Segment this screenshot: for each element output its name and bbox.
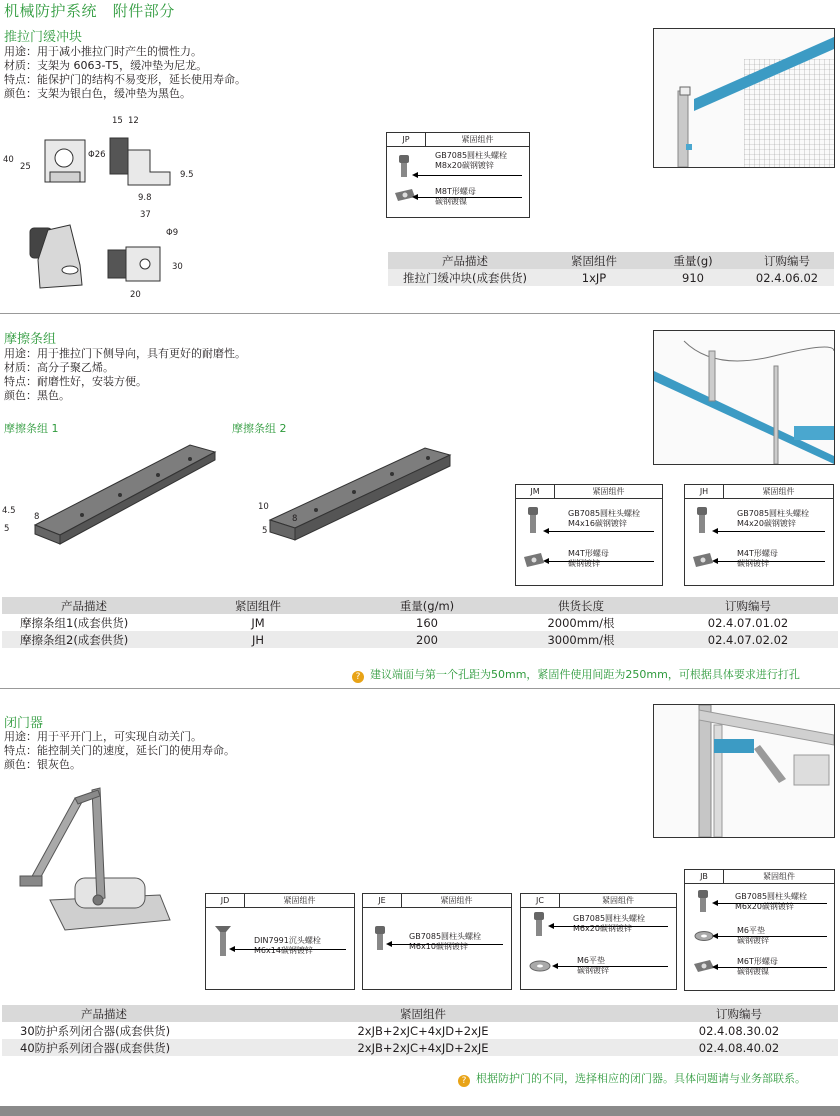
info-icon: ? [458,1075,470,1087]
desc-line: 特点：能保护门的结构不易变形，延长使用寿命。 [4,73,246,86]
dim-label: 12 [128,116,139,126]
section2-description [4,347,246,403]
table-cell: 160 [416,615,438,630]
info-icon: ? [352,671,364,683]
arrow-icon [234,949,346,950]
dim-label: 8 [292,514,298,524]
desc-line: 材质：高分子聚乙烯。 [4,361,114,374]
desc-line: 特点：能控制关门的速度，延长门的使用寿命。 [4,744,235,757]
table-header: 产品描述 [2,1005,206,1022]
fastener-item-name: GB7085圆柱头螺栓 [568,509,641,518]
fastener-item-name: M4T形螺母 [568,549,609,558]
fastener-item-spec: 碳钢镀镍 [435,197,467,206]
dim-label: 30 [172,262,183,272]
fastener-box-jp [386,132,530,218]
table-cell: 摩擦条组1(成套供货) [20,615,129,630]
desc-line: 用途：用于减小推拉门时产生的惯性力。 [4,45,202,58]
fastener-item-name: GB7085圆柱头螺栓 [573,914,646,923]
fastener-code: JM [516,485,555,498]
fastener-item-spec: 碳钢镀锌 [577,966,609,975]
table-cell: 2000mm/根 [547,615,615,630]
dim-label: 10 [258,502,269,512]
fastener-code: JC [521,894,560,907]
table-cell: 推拉门缓冲块(成套供货) [388,269,542,286]
table-row [2,614,838,631]
fastener-box-je [362,893,512,990]
fastener-header: 紧固组件 [763,872,795,881]
friction-spec-table [2,597,838,648]
door-closer-spec-table [2,1005,838,1056]
fastener-item-name: GB7085圆柱头螺栓 [435,151,508,160]
door-closer-drawing [10,780,180,950]
desc-line: 颜色：银灰色。 [4,758,81,771]
table-row [2,1039,838,1056]
friction-strip-2-label: 摩擦条组 2 [232,422,287,435]
table-header: 重量(g) [646,252,740,269]
buffer-spec-table [388,252,834,286]
section-title-friction: 摩擦条组 [4,332,57,347]
fastener-box-jc [520,893,677,990]
fastener-item-name: DIN7991沉头螺栓 [254,936,321,945]
table-cell: 2xJB+2xJC+4xJD+2xJE [357,1023,489,1038]
fastener-item-spec: M6x20碳钢镀锌 [573,924,632,933]
fastener-item-name: GB7085圆柱头螺栓 [735,892,808,901]
fastener-item-spec: M4x20碳钢镀锌 [737,519,796,528]
table-cell: 3000mm/根 [504,631,658,648]
friction-strip-2-drawing [250,440,460,560]
desc-line: 特点：耐磨性好，安装方便。 [4,375,147,388]
arrow-icon [557,966,668,967]
table-cell: 02.4.06.02 [740,269,834,286]
fastener-item-name: GB7085圆柱头螺栓 [737,509,810,518]
table-cell: JM [251,615,265,630]
fastener-header: 紧固组件 [592,487,625,496]
dim-label: Φ26 [88,150,106,160]
friction-note [352,666,800,683]
bolt-icon [526,910,556,986]
dim-label: 5 [4,524,10,534]
fastener-item-spec: M8x20碳钢镀锌 [435,161,494,170]
fastener-header: 紧固组件 [461,135,494,144]
section1-description [4,45,246,101]
table-cell: 摩擦条组2(成套供货) [2,631,166,648]
fastener-item-name: M6T形螺母 [737,957,778,966]
note-text: 建议端面与第一个孔距为50mm，紧固件使用间距为250mm，可根据具体要求进行打孔 [370,668,800,681]
fastener-code: JP [387,133,426,146]
fastener-box-jb [684,869,835,991]
arrow-icon [417,175,522,176]
section-title-door-closer: 闭门器 [4,716,44,731]
dim-label: 9.8 [138,193,152,203]
dim-label: 40 [3,155,14,165]
fastener-header: 紧固组件 [440,896,473,905]
fastener-item-spec: 碳钢镀锌 [568,559,600,568]
fastener-item-spec: 碳钢镀锌 [737,559,769,568]
desc-line: 用途：用于平开门上，可实现自动关门。 [4,730,202,743]
fastener-item-spec: M6x10碳钢镀锌 [409,942,468,951]
fastener-code: JD [206,894,245,907]
fastener-item-name: M8T形螺母 [435,187,476,196]
table-cell: 30防护系列闭合器(成套供货) [20,1023,171,1038]
dim-label: 37 [140,210,151,220]
buffer-installation-photo [653,28,835,168]
desc-line: 用途：用于推拉门下侧导向，具有更好的耐磨性。 [4,347,246,360]
table-header: 紧固组件 [166,597,350,614]
desc-line: 颜色：黑色。 [4,389,70,402]
note-text: 根据防护门的不同，选择相应的闭门器。具体问题请与业务部联系。 [476,1072,806,1085]
table-row [2,1022,838,1039]
door-closer-photo [653,704,835,838]
table-header: 产品描述 [388,252,542,269]
arrow-icon [391,944,503,945]
fastener-item-name: M6平垫 [737,926,765,935]
friction-strip-1-drawing [20,440,220,560]
friction-strip-photo [653,330,835,465]
arrow-icon [717,561,825,562]
fastener-item-name: M6平垫 [577,956,605,965]
fastener-code: JH [685,485,724,498]
table-header: 紧固组件 [206,1005,640,1022]
arrow-icon [717,936,827,937]
dim-label: 5 [262,526,268,536]
table-header: 订购编号 [740,252,834,269]
table-cell: 02.4.08.40.02 [640,1039,838,1056]
section3-description [4,730,235,772]
bolt-icon [690,505,716,580]
bolt-icon [392,153,418,213]
bolt-icon [521,505,547,580]
table-cell: 2xJB+2xJC+4xJD+2xJE [206,1039,640,1056]
dim-label: Φ9 [166,228,179,238]
table-cell: JH [166,631,350,648]
dim-label: 4.5 [2,506,16,516]
page-header: 机械防护系统 附件部分 [4,2,175,20]
table-header: 紧固组件 [542,252,646,269]
table-row [2,631,838,648]
dim-label: 25 [20,162,31,172]
fastener-item-spec: M6x14碳钢镀锌 [254,946,313,955]
fastener-item-name: GB7085圆柱头螺栓 [409,932,482,941]
arrow-icon [548,531,654,532]
table-header: 重量(g/m) [350,597,504,614]
table-header: 订购编号 [658,597,838,614]
footer-bar [0,1106,840,1116]
fastener-code: JE [363,894,402,907]
fastener-item-spec: M4x16碳钢镀锌 [568,519,627,528]
dim-label: 20 [130,290,141,300]
table-cell: 1xJP [542,269,646,286]
table-cell: 02.4.07.02.02 [658,631,838,648]
fastener-code: JB [685,870,724,883]
table-cell: 910 [646,269,740,286]
desc-line: 颜色：支架为银白色，缓冲垫为黑色。 [4,87,191,100]
fastener-header: 紧固组件 [602,896,634,905]
arrow-icon [717,967,827,968]
table-header: 供货长度 [504,597,658,614]
fastener-header: 紧固组件 [283,896,316,905]
friction-strip-1-label: 摩擦条组 1 [4,422,59,435]
dim-label: 9.5 [180,170,194,180]
fastener-item-spec: 碳钢镀镍 [737,967,769,976]
table-cell: 02.4.08.30.02 [698,1023,780,1038]
table-row [388,269,834,286]
dim-label: 8 [34,512,40,522]
table-cell: 40防护系列闭合器(成套供货) [2,1039,206,1056]
countersunk-bolt-icon [211,924,235,964]
fastener-item-name: M4T形螺母 [737,549,778,558]
fastener-box-jd [205,893,355,990]
buffer-block-drawing [0,110,200,310]
arrow-icon [553,926,668,927]
table-header: 订购编号 [640,1005,838,1022]
arrow-icon [417,197,522,198]
table-cell: 02.4.07.01.02 [707,615,789,630]
desc-line: 材质：支架为 6063-T5，缓冲垫为尼龙。 [4,59,208,72]
table-header: 产品描述 [2,597,166,614]
dim-label: 15 [112,116,123,126]
table-cell: 200 [350,631,504,648]
arrow-icon [717,531,825,532]
fastener-item-spec: 碳钢镀锌 [737,936,769,945]
arrow-icon [717,903,827,904]
arrow-icon [548,561,654,562]
fastener-header: 紧固组件 [762,487,795,496]
section-divider [0,313,840,314]
fastener-item-spec: M6x20碳钢镀锌 [735,902,794,911]
fastener-box-jh [684,484,834,586]
fastener-box-jm [515,484,663,586]
door-closer-note [458,1070,806,1087]
section-divider [0,688,840,689]
section-title-buffer: 推拉门缓冲块 [4,30,83,45]
